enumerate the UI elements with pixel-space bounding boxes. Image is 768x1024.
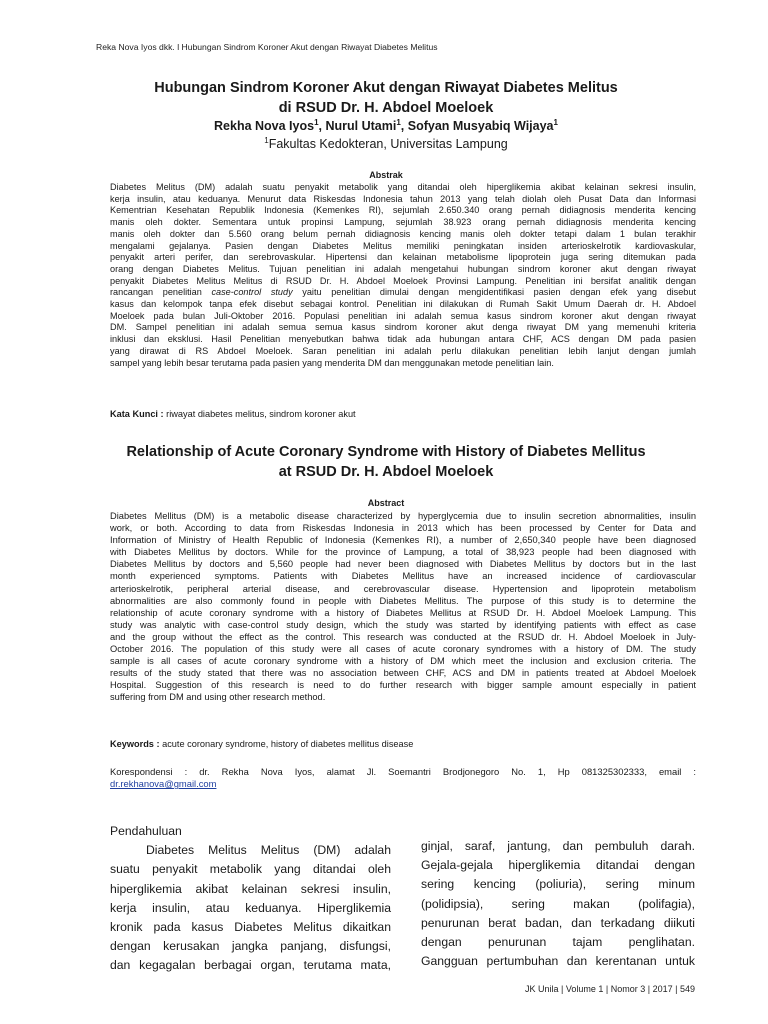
- abstrak-text: rancangan penelitian: [110, 287, 212, 298]
- page-number: 549: [679, 984, 695, 994]
- correspondence-text: Korespondensi : dr. Rekha Nova Iyos, alamat Jl. Soemantri Brodjonegoro No. 1, Hp 081325302333, email :: [110, 766, 696, 777]
- abstrak-line: inklusi dan eksklusi. Hasil Penelitian menyebutkan bahwa tidak ada hubungan antara CHF, ACS dengan DM pada pasien: [110, 334, 696, 345]
- abstract-line: and the group without the effect as the control. This research was conducted at the RSUD dr. H. Abdoel Moeloek in July-: [110, 631, 696, 642]
- author-list: Rekha Nova Iyos$^1$, Nurul Utami$^1$, Sofyan Musyabiq Wijaya$^1$: [214, 118, 558, 134]
- footer-sep: |: [603, 984, 611, 994]
- abstract-line: study was analytic with case-control study design, which the study was started by identifying patients with effect as case: [110, 619, 696, 630]
- abstrak-line: penyakit arteri perifer, dan serebrovaskular. Hipertensi dan kelainan metabolisme lipoprotein juga sering ditemukan pada: [110, 252, 696, 263]
- kata-kunci-label: Kata Kunci :: [110, 409, 164, 419]
- abstrak-line: manis oleh dokter. Sementara untuk propinsi Lampung, sejumlah 38.923 orang pernah didiagnosis menderita kencing: [110, 217, 696, 228]
- running-header: Reka Nova Iyos dkk. l Hubungan Sindrom Koroner Akut dengan Riwayat Diabetes Melitus: [96, 42, 438, 52]
- author-1: Rekha Nova Iyos: [214, 119, 315, 134]
- abstract-line: Information of Ministry of Health Republic of Indonesia (Kemenkes RI), a number of 2,650,340 people have been diagnosed: [110, 535, 696, 546]
- abstrak-line: penyakit Diabetes Melitus Melitus di RSUD Dr. H. Abdoel Moeloek Provinsi Lampung. Penelitian ini bersifat analitik dengan: [110, 275, 696, 286]
- intro-line: sering kencing (poliuria), sering minum: [421, 877, 695, 892]
- footer-sep: |: [558, 984, 566, 994]
- intro-line: kronik pada kasus Diabetes Melitus dikaitkan: [110, 920, 391, 935]
- title-indonesian: [96, 78, 676, 118]
- abstrak-line: yang dirawat di RS Abdoel Moeloek. Saran penelitian ini adalah perlu dilakukan penelitian lebih lanjut dengan jumlah: [110, 345, 696, 356]
- abstract-body: [110, 510, 696, 704]
- intro-line: dengan penurunan tajam penglihatan.: [421, 935, 695, 950]
- abstrak-line: Diabetes Melitus (DM) adalah suatu penyakit metabolik yang ditandai oleh hiperglikemia akibat kelainan sekresi insulin,: [110, 182, 696, 192]
- page-footer: [525, 984, 695, 994]
- title-english-line1: Relationship of Acute Coronary Syndrome with History of Diabetes Mellitus: [126, 444, 646, 460]
- abstract-line: with Diabetes Mellitus by doctors. While for the province of Lampung, a total of 38,923 people had been diagnosed with: [110, 547, 696, 558]
- abstract-line: October 2016. The population of this study were all cases of acute coronary syndromes with a history of DM. The study: [110, 644, 696, 655]
- abstrak-line: orang dengan Diabetes Melitus. Tujuan penelitian ini adalah mengetahui hubungan sindrom koroner akut dengan riwayat: [110, 263, 696, 274]
- title-indonesian-line1: Hubungan Sindrom Koroner Akut dengan Riwayat Diabetes Melitus: [154, 80, 618, 96]
- intro-line: kerja insulin, atau keduanya. Hiperglikemia: [110, 900, 391, 915]
- abstrak-body: [110, 182, 696, 369]
- intro-line: suatu penyakit metabolik yang ditandai oleh: [110, 862, 391, 877]
- intro-line: ginjal, saraf, jantung, dan pembuluh darah.: [421, 839, 695, 853]
- abstrak-text: yaitu penelitian dimulai dengan mengidentifikasi pasien dengan efek yang disebut: [292, 287, 696, 298]
- intro-line: (polidipsia), sering makan (polifagia),: [421, 896, 695, 911]
- abstrak-line: DM. Sampel penelitian ini adalah semua semua kasus sindrom koroner akut denga riwayat DM yang memenuhi kriteria: [110, 322, 696, 333]
- kata-kunci: [110, 409, 696, 419]
- intro-line: dan kegagalan berbagai organ, terutama mata,: [110, 958, 391, 973]
- footer-issue: Nomor 3: [610, 984, 646, 994]
- keywords-label: Keywords :: [110, 739, 160, 749]
- author-2-sup: 1: [396, 118, 401, 127]
- abstract-line: Hospital. Suggestion of this research is need to do further research with bigger sample amount especially in patient: [110, 680, 696, 691]
- correspondence: [110, 766, 696, 790]
- footer-volume: Volume 1: [565, 984, 604, 994]
- author-2: Nurul Utami: [325, 119, 397, 134]
- abstract-line: arterioskelrotik, peripheral arterial disease, and cerebrovascular disease. Hypertension and lipoprotein metabolism: [110, 583, 696, 594]
- footer-year: 2017: [652, 984, 673, 994]
- intro-line: Gejala-gejala hiperglikemia ditandai dengan: [421, 858, 695, 873]
- abstract-line: relationship of acute coronary syndrome with a history of Diabetes Mellitus at RSUD Dr. H. Abdoel Moeloek Lampung. This: [110, 607, 696, 618]
- abstract-line: abnormalities are also commonly found in people with Diabetes Mellitus. The purpose of this study is to determine the: [110, 595, 696, 606]
- abstrak-line: sampel yang lebih besar terutama pada pasien yang menderita DM dan menggunakan metode penelitian lain.: [110, 357, 554, 368]
- abstrak-line: kerja insulin, atau keduanya. Menurut data Riskesdas Indonesia tahun 2013 yang telah diolah oleh Pusat Data dan Informasi: [110, 193, 696, 204]
- author-1-sup: 1: [314, 118, 319, 127]
- footer-sep: |: [672, 984, 680, 994]
- intro-line: Diabetes Melitus Melitus (DM) adalah: [146, 843, 391, 858]
- title-english-line2: at RSUD Dr. H. Abdoel Moeloek: [278, 464, 494, 480]
- abstract-heading: Abstract: [367, 498, 405, 508]
- affiliation-sup: 1: [264, 136, 269, 145]
- abstract-line: results of the study stated that there was no association between CHF, ACS and DM in patients treated at Abdoel Moeloek: [110, 668, 696, 679]
- affiliation: [96, 136, 676, 151]
- abstract-line: sample is all cases of acute coronary syndrome with a history of DM which meet the inclusion and exclusion criteria. The: [110, 656, 696, 667]
- title-indonesian-line2: di RSUD Dr. H. Abdoel Moeloek: [278, 100, 494, 116]
- abstrak-line: Moeloek pada bulan Juli-Oktober 2016. Populasi penelitian ini adalah semua kasus sindrom koroner akut dengan riwayat: [110, 310, 696, 321]
- abstract-line: month experienced symptoms. Patients with Diabetes Mellitus have an increased incidence of cardiovascular: [110, 571, 696, 582]
- kata-kunci-text: riwayat diabetes melitus, sindrom koroner akut: [163, 409, 356, 419]
- abstrak-line-mixed: [110, 287, 696, 299]
- intro-left-column: [110, 822, 391, 976]
- section-heading-pendahuluan: Pendahuluan: [110, 824, 182, 838]
- abstrak-italic-term: case-control study: [211, 287, 293, 298]
- intro-line: penurunan berat badan, dan terkadang diikuti: [421, 915, 695, 930]
- email-link[interactable]: dr.rekhanova@gmail.com: [110, 778, 217, 789]
- abstrak-line: Kementrian Kesehatan Republik Indonesia (Kemenkes RI), sejumlah 2.650.340 orang pernah didiagnosis menderita kencing: [110, 205, 696, 216]
- abstrak-line: mengalami gejalanya. Pasien dengan Diabetes Melitus memiliki peningkatan insiden arterioskelrotik kardiovaskular,: [110, 240, 696, 251]
- keywords-text: acute coronary syndrome, history of diabetes mellitus disease: [159, 739, 414, 749]
- intro-line: Gangguan pertumbuhan dan kerentanan untuk: [421, 954, 695, 969]
- abstract-line: Diabetes Mellitus (DM) is a metabolic disease characterized by hyperglycemia due to insulin secretion abnormalities, insulin: [110, 511, 696, 521]
- intro-line: hiperglikemia akibat kelainan sekresi insulin,: [110, 881, 391, 896]
- intro-line: dengan kerusakan jangka panjang, disfungsi,: [110, 939, 391, 954]
- footer-sep: |: [645, 984, 653, 994]
- abstract-line: Diabetes Mellitus by doctors and 5,560 people had never been diagnosed with Diabetes Mellitus by doctors but in the last: [110, 559, 696, 570]
- abstrak-heading: Abstrak: [369, 170, 403, 180]
- title-english: [96, 442, 676, 482]
- abstrak-line: kasus dan kelompok tanpa efek disebut sebagai kontrol. Penelitian ini dilakukan di Rumah Sakit Umum Daerah dr. H. Abdoel: [110, 299, 696, 310]
- keywords: [110, 739, 696, 749]
- abstrak-line: manis oleh dokter dan 5.560 orang belum pernah didiagnosis kencing manis oleh dokter tetapi dalam 1 bulan terakhir: [110, 228, 696, 239]
- abstract-line: suffering from DM and using other research method.: [110, 692, 326, 703]
- footer-journal: JK Unila: [525, 984, 559, 994]
- intro-right-column: [421, 837, 695, 971]
- affiliation-text: Fakultas Kedokteran, Universitas Lampung: [268, 137, 508, 152]
- abstract-line: work, or both. According to data from Riskesdas Indonesia in 2013 which has been processed by Center for Data and: [110, 523, 696, 534]
- author-3: Sofyan Musyabiq Wijaya: [407, 119, 554, 134]
- author-3-sup: 1: [553, 118, 558, 127]
